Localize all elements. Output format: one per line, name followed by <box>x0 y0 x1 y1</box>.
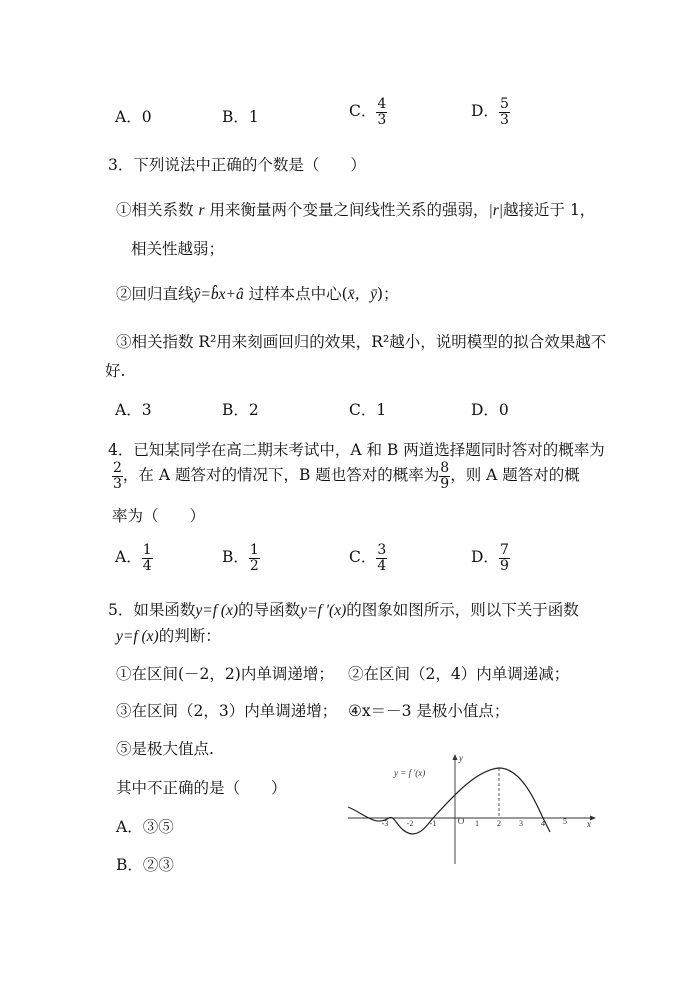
q3-option-d: D．0 <box>471 401 509 419</box>
prev-option-a: A．0 <box>115 108 152 126</box>
q5-statement-2: ②在区间（2，4）内单调递减； <box>348 665 570 683</box>
q5-option-a: A．③⑤ <box>116 818 174 836</box>
q5-statement-3: ③在区间（2，3）内单调递增； <box>116 702 338 720</box>
q4-option-a: A． $\frac{1}{4}$ <box>115 542 152 574</box>
q5-ask: 其中不正确的是（ ） <box>116 779 287 797</box>
prev-option-c: C． $\frac{4}{3}$ <box>349 96 387 128</box>
tick-label: -1 <box>429 819 437 828</box>
q4-line-2: $\frac{2}{3}$ ，在 A 题答对的情况下，B 题也答对的概率为 $\frac{8}{9}$ ，则 A 题答对的概 <box>113 460 580 492</box>
tick-label: 5 <box>563 817 567 826</box>
q3-statement-2: ②回归直线ŷ=b̂x+â 过样本点中心(x̄，ȳ)； <box>116 285 399 303</box>
tick-label: 1 <box>475 819 479 828</box>
y-axis-arrow <box>453 754 458 760</box>
q5-statement-4: ④x＝－3 是极小值点； <box>348 702 510 720</box>
x-axis-label: x <box>587 819 591 829</box>
q3-option-a: A．3 <box>115 401 152 419</box>
q5-line-1: 5．如果函数y=f (x)的导函数y=f ′(x)的图象如图所示，则以下关于函数 <box>108 601 579 619</box>
fraction: $\frac{3}{4}$ <box>377 542 387 574</box>
fraction: $\frac{7}{9}$ <box>499 542 509 574</box>
q5-statement-5: ⑤是极大值点. <box>116 740 214 758</box>
fraction: $\frac{5}{3}$ <box>499 96 509 128</box>
q4-option-d: D． $\frac{7}{9}$ <box>471 542 509 574</box>
fraction: $\frac{8}{9}$ <box>440 460 450 492</box>
tick-label: 4 <box>541 819 545 828</box>
q3-stem: 3．下列说法中正确的个数是（ ） <box>108 156 366 174</box>
fraction: $\frac{4}{3}$ <box>377 96 387 128</box>
prev-option-b: B．1 <box>222 108 259 126</box>
q3-statement-1: ①相关系数 r 用来衡量两个变量之间线性关系的强弱，|r|越接近于 1， <box>116 201 596 219</box>
q3-statement-1-cont: 相关性越弱； <box>131 240 225 258</box>
q5-line-2: y=f (x)的判断： <box>116 627 221 645</box>
q3-option-c: C．1 <box>349 401 387 419</box>
q4-option-b: B． $\frac{1}{2}$ <box>222 542 259 574</box>
q5-option-b: B．②③ <box>116 856 174 874</box>
q4-option-c: C． $\frac{3}{4}$ <box>349 542 387 574</box>
y-axis-label: y <box>459 753 463 763</box>
tick-label: 2 <box>497 819 501 828</box>
tick-label: -2 <box>406 819 414 828</box>
fraction: $\frac{2}{3}$ <box>113 460 122 492</box>
curve-label: y = f ′(x) <box>394 768 426 778</box>
q4-line-3: 率为（ ） <box>112 507 206 525</box>
q3-option-b: B．2 <box>222 401 259 419</box>
prev-option-d: D． $\frac{5}{3}$ <box>471 96 509 128</box>
tick-label: -3 <box>381 819 389 828</box>
q4-line-1: 4．已知某同学在高二期末考试中，A 和 B 两道选择题同时答对的概率为 <box>108 441 605 459</box>
derivative-graph <box>340 752 600 867</box>
q3-statement-3: ③相关指数 R²用来刻画回归的效果，R²越小，说明模型的拟合效果越不 <box>116 333 607 351</box>
q3-statement-3-cont: 好. <box>105 362 126 380</box>
origin-label: O <box>457 816 465 826</box>
q5-statement-1: ①在区间(－2，2)内单调递增； <box>116 665 334 683</box>
tick-label: 3 <box>519 819 523 828</box>
fraction: $\frac{1}{2}$ <box>249 542 259 574</box>
fraction: $\frac{1}{4}$ <box>142 542 152 574</box>
